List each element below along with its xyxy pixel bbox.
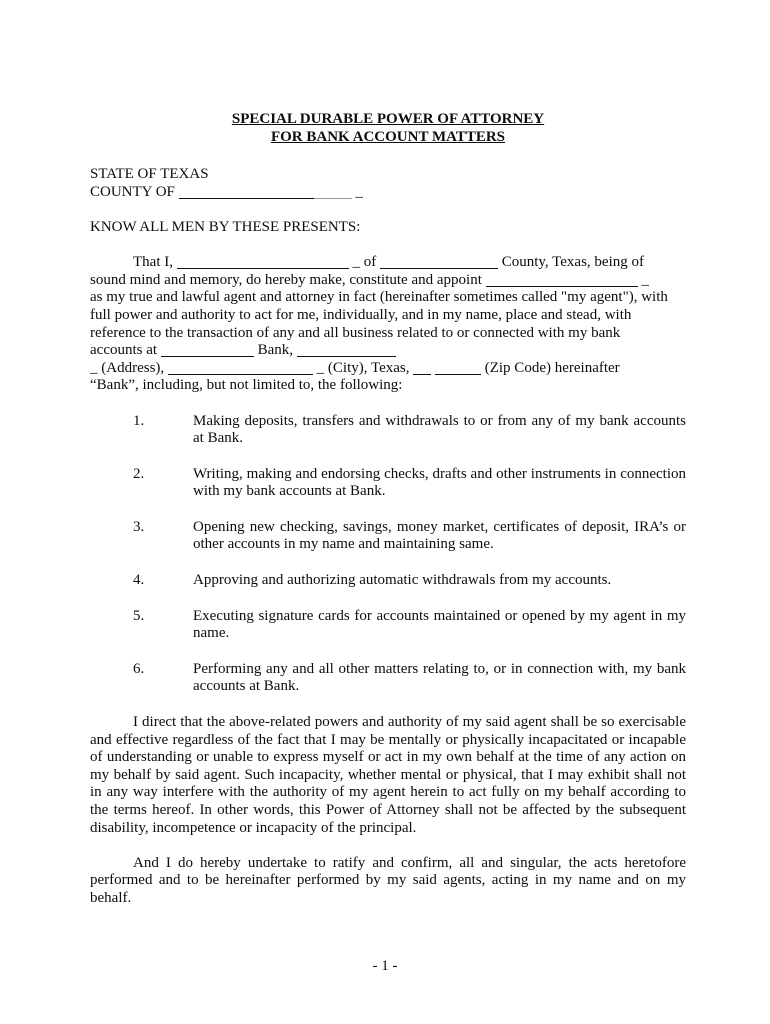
list-item-text: Approving and authorizing automatic withdrawals from my accounts. [193, 572, 612, 589]
list-item-text: Writing, making and endorsing checks, drafts and other instruments in connection with my bank accounts at Bank. [193, 465, 686, 500]
fill-in-blank [179, 197, 314, 199]
fill-in-blank [380, 267, 498, 269]
fill-in-blank [161, 355, 254, 357]
list-item-number: 3. [133, 518, 145, 535]
list-item-number: 1. [133, 412, 145, 429]
title-line-2: FOR BANK ACCOUNT MATTERS [270, 128, 506, 145]
list-item-text: Performing any and all other matters relating to, or in connection with, my bank accounts at Bank. [193, 660, 686, 695]
document-title [90, 111, 686, 146]
list-item [90, 608, 686, 643]
fill-in-blank [486, 285, 638, 287]
fill-in-blank [435, 373, 481, 375]
title-line-1: SPECIAL DURABLE POWER OF ATTORNEY [231, 111, 545, 127]
list-item-number: 2. [133, 465, 145, 482]
intro-line: accounts at Bank, [90, 342, 686, 360]
fill-in-blank [314, 197, 352, 199]
document-content [90, 111, 686, 908]
list-item [90, 661, 686, 696]
county-line: COUNTY OF _ [90, 183, 363, 200]
powers-list [90, 413, 686, 697]
state-line: STATE OF TEXAS [90, 166, 209, 183]
list-item-number: 6. [133, 660, 145, 677]
intro-line: “Bank”, including, but not limited to, the following: [90, 377, 403, 394]
intro-line: full power and authority to act for me, individually, and in my name, place and stead, with [90, 306, 632, 323]
list-item [90, 572, 686, 590]
intro-line: sound mind and memory, do hereby make, constitute and appoint _ [90, 271, 649, 288]
list-item-number: 4. [133, 572, 145, 589]
intro-line: reference to the transaction of any and all business related to or connected with my bank [90, 324, 621, 341]
presents-heading: KNOW ALL MEN BY THESE PRESENTS: [90, 218, 361, 235]
fill-in-blank [297, 355, 396, 357]
intro-line: as my true and lawful agent and attorney in fact (hereinafter sometimes called "my agent"), with [90, 289, 668, 306]
incapacity-paragraph: I direct that the above-related powers and authority of my said agent shall be so exercisable and effective regardless of the fact that I may be mentally or physically incapacitated or incapable of understanding or unable to express myself or act in my own behalf at the time of any action on my behalf by said agent. Such incapacity, whether mental or physical, that I may exhibit shall not in any way interfere with the authority of my agent herein to act fully on my behalf according to the terms hereof. In other words, this Power of Attorney shall not be affected by the subsequent disability, incompetence or incapacity of the principal. [90, 714, 686, 836]
fill-in-blank [413, 373, 431, 375]
list-item-text: Making deposits, transfers and withdrawals to or from any of my bank accounts at Bank. [193, 412, 686, 447]
page-number: - 1 - [372, 958, 398, 974]
list-item-number: 5. [133, 607, 145, 624]
fill-in-blank [168, 373, 313, 375]
intro-paragraph [90, 254, 686, 395]
fill-in-blank [177, 267, 349, 269]
list-item [90, 466, 686, 501]
list-item-text: Opening new checking, savings, money market, certificates of deposit, IRA’s or other accounts in my name and maintaining same. [193, 518, 686, 553]
list-item [90, 519, 686, 554]
list-item [90, 413, 686, 448]
intro-line: _ (Address), _ (City), Texas, (Zip Code) hereinafter [90, 359, 620, 376]
intro-line: That I, _ of County, Texas, being of [133, 254, 644, 271]
ratify-paragraph: And I do hereby undertake to ratify and confirm, all and singular, the acts heretofore performed and to be hereinafter performed by my said agents, acting in my name and on my behalf. [90, 854, 686, 906]
list-item-text: Executing signature cards for accounts maintained or opened by my agent in my name. [193, 607, 686, 642]
